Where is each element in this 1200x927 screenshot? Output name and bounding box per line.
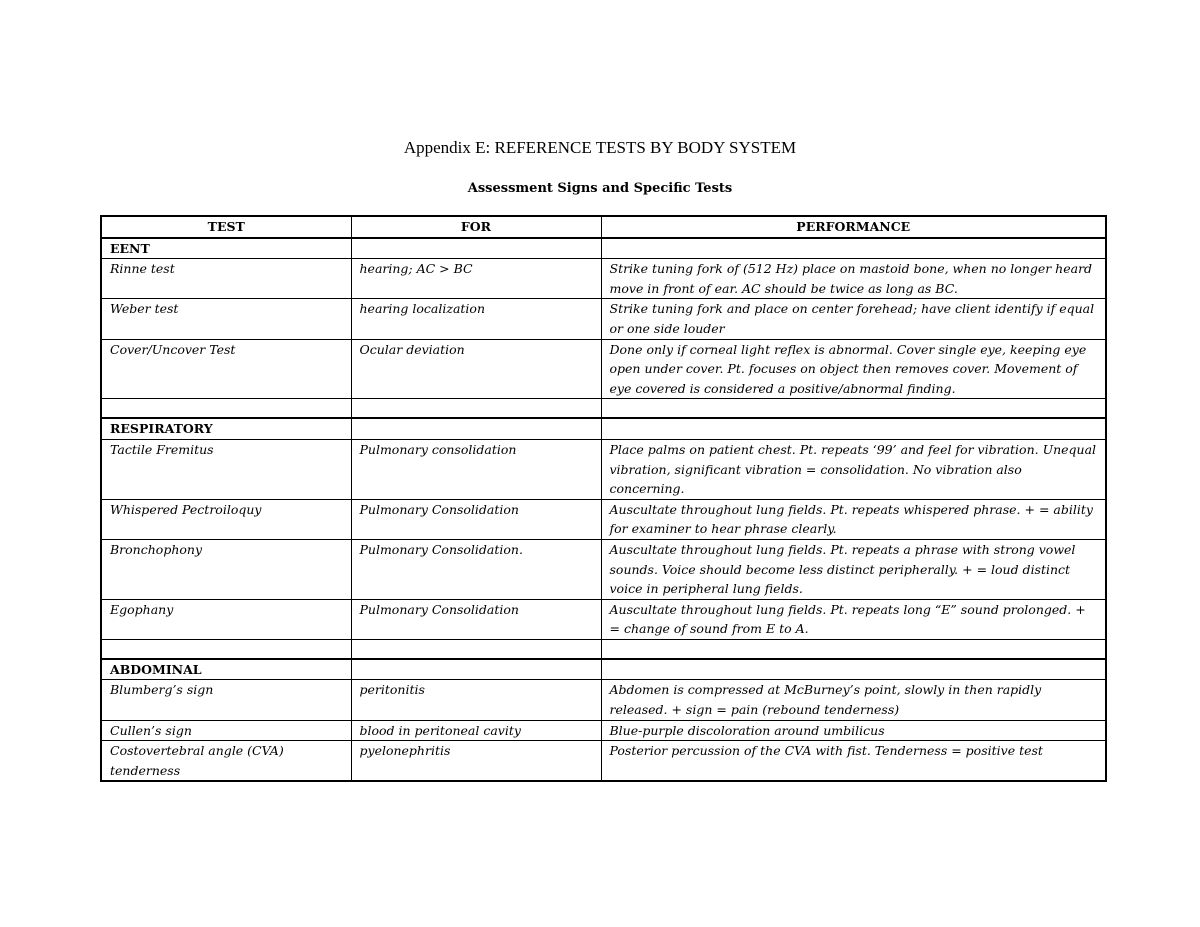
test-name-cell: Weber test <box>101 299 351 339</box>
table-row <box>101 339 1106 399</box>
table-cell <box>351 639 601 659</box>
for-cell: pyelonephritis <box>351 741 601 782</box>
table-row <box>101 741 1106 782</box>
table-row <box>101 439 1106 499</box>
table-cell <box>351 399 601 419</box>
section-label: EENT <box>101 238 351 259</box>
test-name-cell: Tactile Fremitus <box>101 439 351 499</box>
column-header-for: FOR <box>351 216 601 238</box>
for-cell: hearing localization <box>351 299 601 339</box>
for-cell: hearing; AC > BC <box>351 259 601 299</box>
section-row-eent <box>101 238 1106 259</box>
performance-cell: Auscultate throughout lung fields. Pt. repeats a phrase with strong vowel sounds. Voice should become less distinct peripherally. + = loud distinct voice in peripheral lung fields. <box>601 539 1106 599</box>
test-name-cell: Bronchophony <box>101 539 351 599</box>
table-row <box>101 259 1106 299</box>
spacer-row <box>101 399 1106 419</box>
table-cell <box>351 659 601 680</box>
for-cell: peritonitis <box>351 680 601 720</box>
test-name-cell: Whispered Pectroiloquy <box>101 499 351 539</box>
section-row-abdominal <box>101 659 1106 680</box>
spacer-row <box>101 639 1106 659</box>
page-title: Appendix E: REFERENCE TESTS BY BODY SYSTEM <box>403 138 797 157</box>
section-label: ABDOMINAL <box>101 659 351 680</box>
table-cell <box>601 639 1106 659</box>
for-cell: Pulmonary consolidation <box>351 439 601 499</box>
table-row <box>101 499 1106 539</box>
table-row <box>101 539 1106 599</box>
performance-cell: Blue-purple discoloration around umbilicus <box>601 720 1106 741</box>
table-row <box>101 680 1106 720</box>
table-cell <box>351 418 601 439</box>
for-cell: blood in peritoneal cavity <box>351 720 601 741</box>
test-name-cell: Rinne test <box>101 259 351 299</box>
page-subtitle: Assessment Signs and Specific Tests <box>467 181 733 196</box>
for-cell: Pulmonary Consolidation. <box>351 539 601 599</box>
for-cell: Pulmonary Consolidation <box>351 499 601 539</box>
table-cell <box>601 418 1106 439</box>
for-cell: Pulmonary Consolidation <box>351 599 601 639</box>
performance-cell: Auscultate throughout lung fields. Pt. repeats long “E” sound prolonged. + = change of sound from E to A. <box>601 599 1106 639</box>
table-cell <box>601 238 1106 259</box>
table-row <box>101 599 1106 639</box>
table-cell <box>101 399 351 419</box>
section-label: RESPIRATORY <box>101 418 351 439</box>
table-cell <box>601 659 1106 680</box>
table-header-row <box>101 216 1106 238</box>
for-cell: Ocular deviation <box>351 339 601 399</box>
performance-cell: Posterior percussion of the CVA with fist. Tenderness = positive test <box>601 741 1106 782</box>
reference-tests-table <box>100 215 1107 782</box>
table-cell <box>101 639 351 659</box>
performance-cell: Auscultate throughout lung fields. Pt. repeats whispered phrase. + = ability for examiner to hear phrase clearly. <box>601 499 1106 539</box>
test-name-cell: Egophany <box>101 599 351 639</box>
test-name-cell: Costovertebral angle (CVA) tenderness <box>101 741 351 782</box>
test-name-cell: Blumberg’s sign <box>101 680 351 720</box>
performance-cell: Strike tuning fork and place on center forehead; have client identify if equal or one side louder <box>601 299 1106 339</box>
column-header-test: TEST <box>101 216 351 238</box>
section-row-respiratory <box>101 418 1106 439</box>
performance-cell: Place palms on patient chest. Pt. repeats ‘99’ and feel for vibration. Unequal vibration, significant vibration = consolidation. No vibration also concerning. <box>601 439 1106 499</box>
performance-cell: Strike tuning fork of (512 Hz) place on mastoid bone, when no longer heard move in front of ear. AC should be twice as long as BC. <box>601 259 1106 299</box>
column-header-performance: PERFORMANCE <box>601 216 1106 238</box>
performance-cell: Done only if corneal light reflex is abnormal. Cover single eye, keeping eye open under cover. Pt. focuses on object then removes cover. Movement of eye covered is considered a positive/abnormal finding. <box>601 339 1106 399</box>
test-name-cell: Cullen’s sign <box>101 720 351 741</box>
table-cell <box>601 399 1106 419</box>
table-row <box>101 299 1106 339</box>
table-cell <box>351 238 601 259</box>
table-row <box>101 720 1106 741</box>
test-name-cell: Cover/Uncover Test <box>101 339 351 399</box>
performance-cell: Abdomen is compressed at McBurney’s point, slowly in then rapidly released. + sign = pain (rebound tenderness) <box>601 680 1106 720</box>
